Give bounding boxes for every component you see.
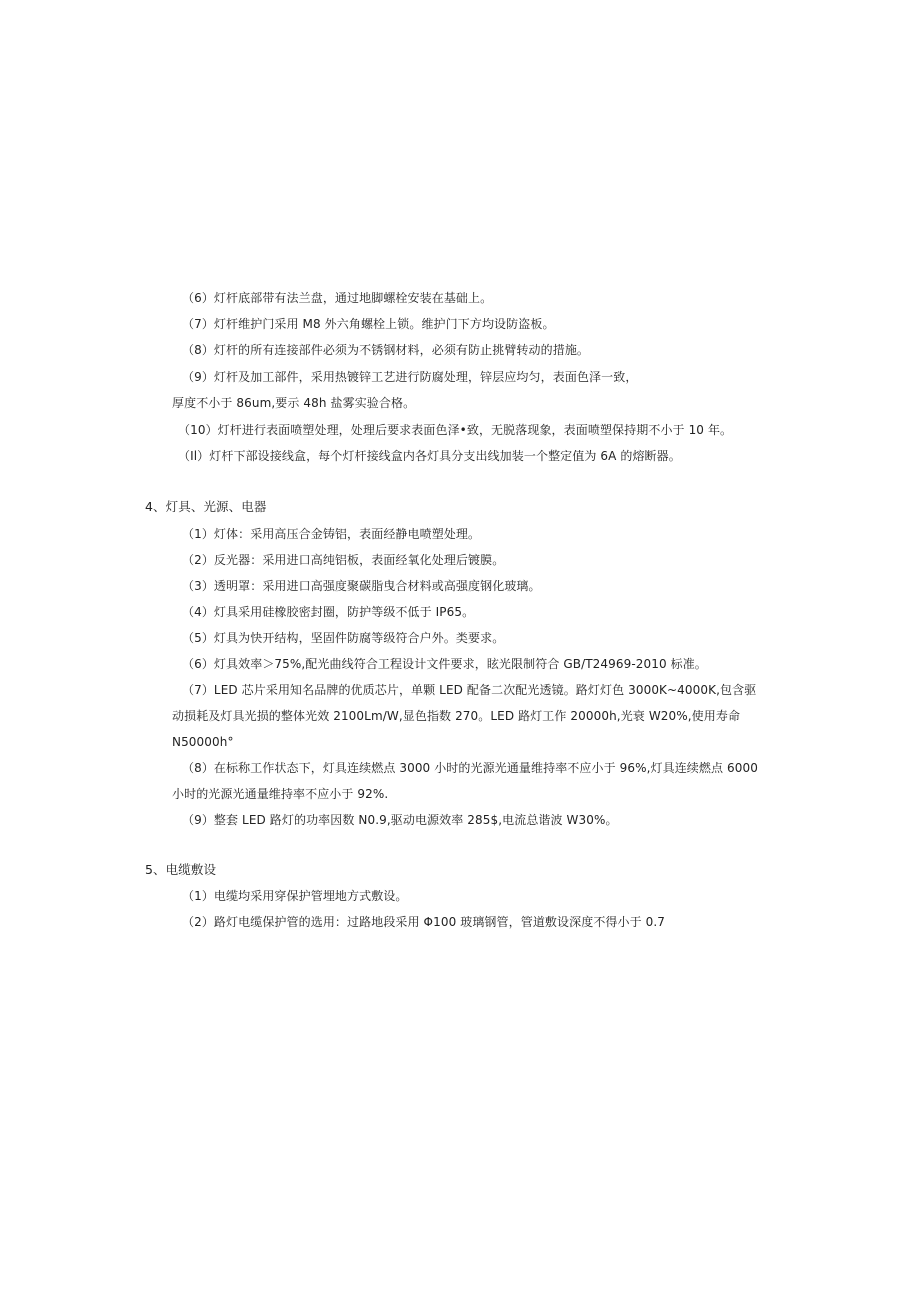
clause-5-1: （1）电缆均采用穿保护管埋地方式敷设。: [182, 889, 408, 903]
clause-3-8: （8）灯杆的所有连接部件必须为不锈钢材料，必须有防止挑臂转动的措施。: [182, 343, 590, 357]
clause-4-5: （5）灯具为快开结构，坚固件防腐等级符合户外。类要求。: [182, 631, 505, 645]
clause-4-9: （9）整套 LED 路灯的功率因数 N0.9,驱动电源效率 285$,电流总谐波 W30%。: [182, 813, 618, 827]
clause-4-7-continued: 动损耗及灯具光损的整体光效 2100Lm/W,显色指数 270。LED 路灯工作 20000h,光衰 W20%,使用寿命: [172, 709, 741, 723]
clause-3-6: （6）灯杆底部带有法兰盘，通过地脚螺栓安装在基础上。: [182, 291, 493, 305]
clause-4-7: （7）LED 芯片采用知名品牌的优质芯片，单颗 LED 配备二次配光透镜。路灯灯色 3000K~4000K,包含驱: [182, 683, 757, 697]
clause-4-3: （3）透明罩：采用进口高强度聚碳脂曳合材料或高强度钢化玻璃。: [182, 579, 541, 593]
clause-4-2: （2）反光器：采用进口高纯铝板，表面经氧化处理后镀膜。: [182, 553, 505, 567]
clause-3-7: （7）灯杆维护门采用 M8 外六角螺栓上锁。维护门下方均设防盗板。: [182, 317, 555, 331]
clause-3-9: （9）灯杆及加工部件，采用热镀锌工艺进行防腐处理，锌层应均匀，表面色泽一致，: [182, 370, 638, 384]
clause-4-6: （6）灯具效率＞75%,配光曲线符合工程设计文件要求，眩光限制符合 GB/T24969-2010 标准。: [182, 657, 707, 671]
clause-3-11: （Il）灯杆下部设接线盒，每个灯杆接线盒内各灯具分支出线加装一个整定值为 6A 的熔断器。: [178, 449, 681, 463]
clause-4-1: （1）灯体：采用高压合金铸铝，表面经静电喷塑处理。: [182, 527, 481, 541]
section-4-heading: 4、灯具、光源、电器: [145, 499, 267, 514]
section-5-heading: 5、电缆敷设: [145, 862, 217, 877]
clause-3-9-continued: 厚度不小于 86um,要示 48h 盐雾实验合格。: [172, 396, 416, 410]
clause-5-2: （2）路灯电缆保护管的选用：过路地段采用 Φ100 玻璃钢管，管道敷设深度不得小于 0.7: [182, 915, 666, 929]
clause-4-4: （4）灯具采用硅橡胶密封圈，防护等级不低于 IP65。: [182, 605, 475, 619]
clause-3-10: （10）灯杆进行表面喷塑处理，处理后要求表面色泽•致，无脱落现象，表面喷塑保持期不小于 10 年。: [178, 423, 733, 437]
clause-4-7-continued-2: N50000h°: [172, 735, 234, 749]
clause-4-8-continued: 小时的光源光通量维持率不应小于 92%.: [172, 787, 389, 801]
clause-4-8: （8）在标称工作状态下，灯具连续燃点 3000 小时的光源光通量维持率不应小于 96%,灯具连续燃点 6000: [182, 761, 758, 775]
